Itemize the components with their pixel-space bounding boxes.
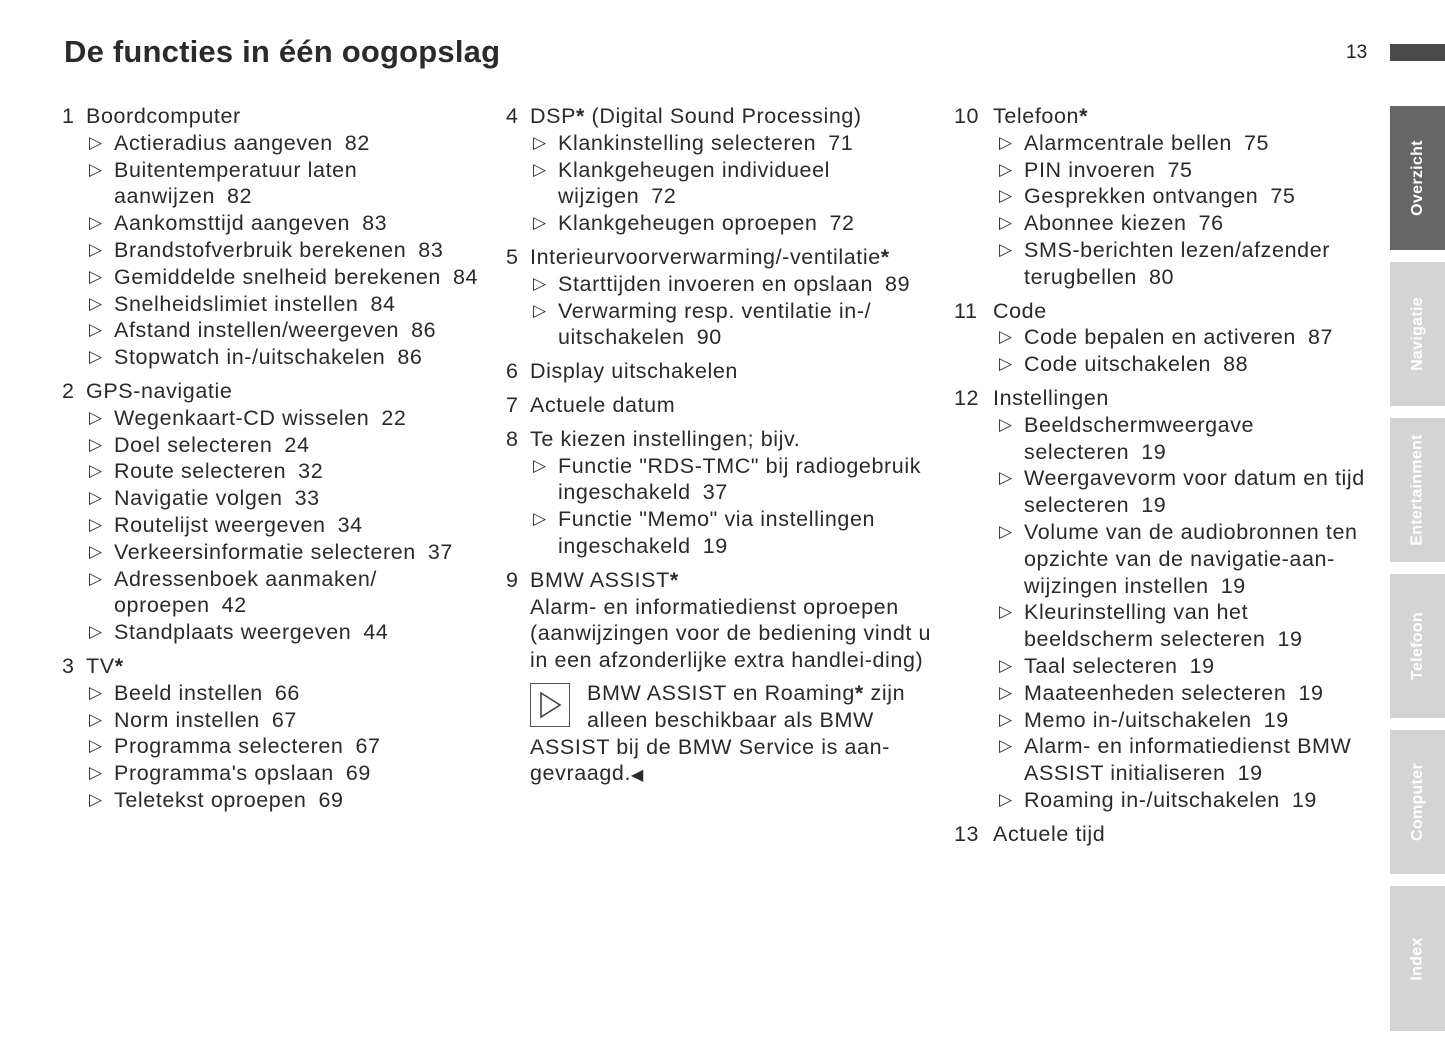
section-number: 7	[506, 392, 519, 417]
list-item	[533, 298, 946, 352]
list-item-label: Taal selecteren	[1024, 653, 1178, 678]
list-item	[89, 707, 492, 734]
bullet-triangle-icon: ▷	[89, 514, 103, 534]
list-item-text	[114, 344, 492, 371]
section-number: 6	[506, 359, 519, 384]
page-reference: 72	[651, 184, 677, 209]
list-item	[89, 237, 492, 264]
list-item-label: Routelijst weergeven	[114, 512, 326, 537]
bullet-triangle-icon: ▷	[999, 239, 1013, 259]
page-reference: 32	[298, 459, 324, 484]
list-item-text	[114, 566, 492, 620]
tab-label: Computer	[1408, 763, 1426, 841]
list-item-label: Verwarming resp. ventilatie in-/ uitschakelen	[558, 298, 872, 350]
column-2	[506, 103, 946, 797]
list-item	[89, 210, 492, 237]
list-item-label: Code uitschakelen	[1024, 352, 1212, 377]
list-item-label: Navigatie volgen	[114, 486, 283, 511]
bullet-triangle-icon: ▷	[999, 709, 1013, 729]
note-triangle-icon	[530, 683, 570, 727]
section-code	[954, 298, 1384, 378]
bullet-triangle-icon: ▷	[89, 434, 103, 454]
section-number: 11	[954, 298, 978, 323]
page-reference: 75	[1244, 130, 1270, 155]
note-text: alleen beschikbaar als BMW	[587, 707, 874, 732]
list-item-label: Gesprekken ontvangen	[1024, 184, 1259, 209]
list-item-text	[114, 485, 492, 512]
section-title: Code	[993, 298, 1047, 323]
bullet-triangle-icon: ▷	[999, 159, 1013, 179]
list-item	[89, 539, 492, 566]
section-display-uitschakelen	[506, 358, 946, 385]
list-item	[89, 619, 492, 646]
asterisk-icon: *	[854, 680, 864, 705]
asterisk-icon: *	[1079, 104, 1089, 128]
section-actuele-tijd	[954, 821, 1384, 848]
list-item-label: Alarmcentrale bellen	[1024, 130, 1232, 155]
list-item-label: Route selecteren	[114, 459, 287, 484]
section-number: 1	[62, 104, 75, 128]
list-item-text	[1024, 599, 1384, 653]
section-title: DSP	[530, 104, 577, 128]
page-reference: 19	[1189, 653, 1215, 678]
section-title: Display uitschakelen	[530, 359, 738, 384]
list-item-label: Maateenheden selecteren	[1024, 680, 1287, 705]
section-title: Te kiezen instellingen; bijv.	[530, 426, 801, 451]
list-item	[533, 130, 946, 157]
list-item-text	[1024, 210, 1384, 237]
page-reference: 87	[1308, 325, 1334, 350]
list-item-text	[114, 760, 492, 787]
list-item-label: Gemiddelde snelheid berekenen	[114, 264, 441, 289]
list-item-text	[1024, 412, 1384, 466]
page-reference: 19	[702, 533, 728, 558]
list-item-text	[1024, 787, 1384, 814]
bullet-triangle-icon: ▷	[999, 655, 1013, 675]
list-item	[999, 183, 1384, 210]
list-item-text	[114, 707, 492, 734]
bullet-triangle-icon: ▷	[533, 300, 547, 320]
list-item-label: Weergavevorm voor datum en tijd selecteren	[1024, 466, 1365, 518]
page-title: De functies in één oogopslag	[64, 34, 501, 69]
section-description: Alarm- en informatiedienst oproepen (aanwijzingen voor de bediening vindt u in een afzonderlijke extra handlei-ding)	[530, 594, 932, 673]
list-item-text	[114, 787, 492, 814]
list-item-label: Volume van de audiobronnen ten opzichte van de navigatie-aan-wijzingen instellen	[1024, 519, 1358, 598]
page-reference: 86	[411, 318, 437, 343]
bullet-triangle-icon: ▷	[999, 736, 1013, 756]
list-item-text	[114, 210, 492, 237]
list-item	[999, 237, 1384, 291]
list-item	[89, 264, 492, 291]
list-item	[89, 512, 492, 539]
list-item	[999, 324, 1384, 351]
note-text: BMW ASSIST en Roaming	[587, 680, 855, 705]
page-reference: 88	[1223, 352, 1249, 377]
list-item	[999, 157, 1384, 184]
list-item-label: Klankgeheugen oproepen	[558, 211, 818, 236]
list-item	[89, 566, 492, 620]
list-item	[89, 485, 492, 512]
page-reference: 33	[294, 486, 320, 511]
bullet-triangle-icon: ▷	[533, 455, 547, 475]
list-item-text	[114, 405, 492, 432]
list-item-label: Kleurinstelling van het beeldscherm selecteren	[1024, 600, 1266, 652]
list-item-label: Roaming in-/uitschakelen	[1024, 787, 1280, 812]
list-item-text	[558, 210, 946, 237]
list-item-label: PIN invoeren	[1024, 157, 1156, 182]
bullet-triangle-icon: ▷	[999, 213, 1013, 233]
page-reference: 19	[1237, 761, 1263, 786]
bullet-triangle-icon: ▷	[533, 213, 547, 233]
bullet-triangle-icon: ▷	[89, 461, 103, 481]
page-reference: 86	[397, 345, 423, 370]
section-bmw-assist	[506, 567, 946, 790]
page-reference: 76	[1198, 211, 1224, 236]
page-reference: 69	[345, 761, 371, 786]
list-item	[533, 271, 946, 298]
bullet-triangle-icon: ▷	[89, 789, 103, 809]
tab-computer[interactable]	[1390, 730, 1445, 874]
section-instellingen	[954, 385, 1384, 814]
tab-overzicht[interactable]	[1390, 106, 1445, 250]
bullet-triangle-icon: ▷	[89, 239, 103, 259]
list-item-text	[558, 130, 946, 157]
list-item-label: Norm instellen	[114, 707, 260, 732]
page-reference: 80	[1149, 264, 1175, 289]
page-reference: 24	[284, 432, 310, 457]
bullet-triangle-icon: ▷	[999, 789, 1013, 809]
list-item-label: Adressenboek aanmaken/ oproepen	[114, 566, 378, 618]
list-item-label: Programma's opslaan	[114, 761, 334, 786]
list-item-text	[558, 271, 946, 298]
list-item-label: Alarm- en informatiedienst BMW ASSIST initialiseren	[1024, 734, 1352, 786]
list-item-label: Klankgeheugen individueel wijzigen	[558, 157, 831, 209]
list-item-text	[114, 458, 492, 485]
section-tv	[62, 653, 492, 814]
bullet-triangle-icon: ▷	[89, 622, 103, 642]
tab-telefoon[interactable]	[1390, 574, 1445, 718]
list-item	[89, 760, 492, 787]
section-number: 10	[954, 104, 980, 128]
list-item-label: Teletekst oproepen	[114, 787, 307, 812]
page-reference: 89	[885, 271, 911, 296]
list-item-text	[1024, 733, 1384, 787]
section-boordcomputer	[62, 103, 492, 371]
bullet-triangle-icon: ▷	[89, 407, 103, 427]
list-item-text	[114, 317, 492, 344]
bullet-triangle-icon: ▷	[533, 132, 547, 152]
tab-label: Overzicht	[1408, 140, 1426, 216]
page-reference: 67	[271, 707, 297, 732]
section-gps-navigatie	[62, 378, 492, 646]
section-number: 4	[506, 104, 519, 128]
bullet-triangle-icon: ▷	[89, 709, 103, 729]
list-item-text	[114, 680, 492, 707]
asterisk-icon: *	[669, 567, 679, 592]
list-item	[999, 599, 1384, 653]
list-item-text	[1024, 465, 1384, 519]
tab-entertainment[interactable]	[1390, 418, 1445, 562]
column-3	[954, 103, 1384, 855]
page-reference: 19	[1298, 680, 1324, 705]
list-item	[999, 412, 1384, 466]
page-reference: 83	[418, 237, 444, 262]
bullet-triangle-icon: ▷	[89, 568, 103, 588]
list-item	[999, 130, 1384, 157]
list-item	[999, 787, 1384, 814]
section-number: 8	[506, 426, 519, 451]
section-telefoon	[954, 103, 1384, 291]
list-item	[999, 680, 1384, 707]
page-reference: 67	[355, 734, 381, 759]
page-reference: 44	[363, 620, 389, 645]
list-item-label: Wegenkaart-CD wisselen	[114, 405, 370, 430]
page-reference: 84	[452, 264, 479, 289]
list-item	[89, 405, 492, 432]
list-item-text	[1024, 653, 1384, 680]
page-reference: 42	[221, 593, 247, 618]
page-reference: 84	[370, 291, 396, 316]
page-reference: 37	[427, 539, 453, 564]
list-item	[89, 291, 492, 318]
section-title: Interieurvoorverwarming/-ventilatie	[530, 244, 881, 269]
section-te-kiezen-instellingen	[506, 426, 946, 560]
list-item-label: Programma selecteren	[114, 734, 344, 759]
section-dsp	[506, 103, 946, 237]
section-title: Actuele tijd	[993, 821, 1106, 846]
list-item-label: Beeldschermweergave selecteren	[1024, 412, 1255, 464]
list-item-label: Beeld instellen	[114, 680, 263, 705]
section-title: BMW ASSIST	[530, 567, 670, 592]
list-item-label: Standplaats weergeven	[114, 620, 352, 645]
page-reference: 66	[274, 680, 300, 705]
bullet-triangle-icon: ▷	[999, 186, 1013, 206]
list-item	[999, 465, 1384, 519]
list-item	[999, 210, 1384, 237]
section-title-suffix: (Digital Sound Processing)	[584, 104, 862, 128]
list-item-label: Buitentemperatuur laten aanwijzen	[114, 157, 358, 209]
list-item-label: Aankomsttijd aangeven	[114, 211, 351, 236]
list-item	[89, 458, 492, 485]
list-item	[89, 317, 492, 344]
page-reference: 90	[696, 325, 722, 350]
section-number: 3	[62, 653, 75, 678]
section-number: 2	[62, 378, 75, 403]
page-number: 13	[1346, 42, 1368, 63]
list-item-label: Stopwatch in-/uitschakelen	[114, 345, 386, 370]
page-reference: 19	[1263, 707, 1289, 732]
tab-label: Index	[1408, 936, 1426, 981]
list-item	[89, 130, 492, 157]
page-reference: 69	[318, 787, 344, 812]
list-item-text	[1024, 130, 1384, 157]
bullet-triangle-icon: ▷	[89, 293, 103, 313]
section-interieurvoorverwarming	[506, 244, 946, 351]
list-item-label: Code bepalen en activeren	[1024, 325, 1296, 350]
page-reference: 72	[829, 211, 855, 236]
page-reference: 83	[362, 211, 388, 236]
list-item-text	[1024, 237, 1384, 291]
asterisk-icon: *	[576, 104, 585, 128]
list-item-text	[114, 264, 492, 291]
section-title: GPS-navigatie	[86, 378, 233, 403]
page-reference: 19	[1220, 573, 1246, 598]
bullet-triangle-icon: ▷	[89, 159, 103, 179]
list-item-text	[114, 539, 492, 566]
bullet-triangle-icon: ▷	[89, 763, 103, 783]
list-item-label: Snelheidslimiet instellen	[114, 291, 359, 316]
section-title: Telefoon	[993, 104, 1080, 128]
page-reference: 82	[344, 130, 370, 155]
asterisk-icon: *	[114, 653, 124, 678]
page-reference: 22	[381, 405, 407, 430]
page-reference: 75	[1167, 157, 1193, 182]
bullet-triangle-icon: ▷	[89, 682, 103, 702]
page-number-bar	[1390, 44, 1445, 61]
list-item-label: Functie "Memo" via instellingen ingeschakeld	[558, 507, 876, 558]
list-item	[89, 344, 492, 371]
list-item-text	[1024, 707, 1384, 734]
list-item-text	[558, 157, 946, 211]
list-item-text	[1024, 519, 1384, 599]
bullet-triangle-icon: ▷	[999, 132, 1013, 152]
note-text: ASSIST bij de BMW Service is aan-gevraagd.	[530, 734, 890, 786]
tab-label: Entertainment	[1408, 434, 1426, 546]
list-item-text	[558, 298, 946, 352]
list-item-text	[114, 512, 492, 539]
section-title: Instellingen	[993, 385, 1109, 410]
list-item-text	[114, 237, 492, 264]
page-reference: 34	[337, 512, 363, 537]
list-item-text	[1024, 680, 1384, 707]
list-item-label: Memo in-/uitschakelen	[1024, 707, 1252, 732]
list-item-label: SMS-berichten lezen/afzender terugbellen	[1024, 237, 1331, 289]
list-item-text	[1024, 157, 1384, 184]
bullet-triangle-icon: ▷	[999, 602, 1013, 622]
page-reference: 19	[1141, 439, 1167, 464]
list-item-label: Afstand instellen/weergeven	[114, 318, 400, 343]
section-number: 13	[954, 821, 980, 846]
list-item-text	[114, 432, 492, 459]
list-item	[999, 351, 1384, 378]
list-item-text	[1024, 183, 1384, 210]
page-reference: 75	[1270, 184, 1296, 209]
section-title: TV	[86, 653, 115, 678]
bullet-triangle-icon: ▷	[533, 509, 547, 529]
section-number: 5	[506, 244, 519, 269]
list-item-text	[114, 733, 492, 760]
list-item	[89, 157, 492, 211]
list-item-text	[114, 130, 492, 157]
tab-navigatie[interactable]	[1390, 262, 1445, 406]
list-item	[999, 733, 1384, 787]
list-item	[999, 707, 1384, 734]
bullet-triangle-icon: ▷	[89, 347, 103, 367]
list-item-text	[558, 506, 946, 560]
tab-label: Telefoon	[1408, 612, 1426, 680]
list-item-text	[114, 291, 492, 318]
tab-index[interactable]	[1390, 886, 1445, 1031]
bullet-triangle-icon: ▷	[999, 354, 1013, 374]
bullet-triangle-icon: ▷	[89, 736, 103, 756]
bullet-triangle-icon: ▷	[89, 266, 103, 286]
bullet-triangle-icon: ▷	[999, 327, 1013, 347]
page-reference: 19	[1277, 627, 1303, 652]
section-actuele-datum	[506, 392, 946, 419]
bullet-triangle-icon: ▷	[89, 320, 103, 340]
list-item-label: Klankinstelling selecteren	[558, 130, 817, 155]
tab-label: Navigatie	[1408, 297, 1426, 371]
section-number: 9	[506, 567, 519, 592]
list-item-label: Brandstofverbruik berekenen	[114, 237, 407, 262]
list-item	[999, 653, 1384, 680]
list-item-label: Actieradius aangeven	[114, 130, 333, 155]
page-reference: 71	[828, 130, 854, 155]
list-item	[89, 680, 492, 707]
bullet-triangle-icon: ▷	[999, 521, 1013, 541]
list-item-label: Functie "RDS-TMC" bij radiogebruik ingeschakeld	[558, 453, 922, 505]
bullet-triangle-icon: ▷	[999, 468, 1013, 488]
note-text: zijn	[863, 680, 906, 705]
section-title: Actuele datum	[530, 392, 676, 417]
page-reference: 19	[1141, 493, 1167, 518]
list-item-text	[1024, 324, 1384, 351]
bullet-triangle-icon: ▷	[533, 273, 547, 293]
section-title: Boordcomputer	[86, 104, 241, 128]
note-box	[530, 680, 946, 790]
list-item	[533, 210, 946, 237]
list-item-text	[114, 619, 492, 646]
list-item	[89, 787, 492, 814]
list-item	[533, 157, 946, 211]
section-number: 12	[954, 385, 980, 410]
list-item	[999, 519, 1384, 599]
bullet-triangle-icon: ▷	[999, 414, 1013, 434]
page-reference: 19	[1291, 787, 1317, 812]
asterisk-icon: *	[880, 244, 890, 269]
list-item	[89, 432, 492, 459]
list-item	[89, 733, 492, 760]
list-item	[533, 506, 946, 560]
bullet-triangle-icon: ▷	[89, 488, 103, 508]
page-reference: 82	[227, 184, 253, 209]
bullet-triangle-icon: ▷	[89, 541, 103, 561]
bullet-triangle-icon: ▷	[89, 213, 103, 233]
list-item-label: Verkeersinformatie selecteren	[114, 539, 416, 564]
end-marker-icon: ◀	[631, 767, 644, 785]
list-item-label: Starttijden invoeren en opslaan	[558, 271, 874, 296]
list-item	[533, 453, 946, 507]
page-reference: 37	[702, 480, 728, 505]
bullet-triangle-icon: ▷	[533, 159, 547, 179]
column-1	[62, 103, 492, 821]
list-item-text	[114, 157, 492, 211]
list-item-text	[1024, 351, 1384, 378]
list-item-text	[558, 453, 946, 507]
list-item-label: Abonnee kiezen	[1024, 211, 1187, 236]
bullet-triangle-icon: ▷	[999, 682, 1013, 702]
list-item-label: Doel selecteren	[114, 432, 273, 457]
bullet-triangle-icon: ▷	[89, 132, 103, 152]
